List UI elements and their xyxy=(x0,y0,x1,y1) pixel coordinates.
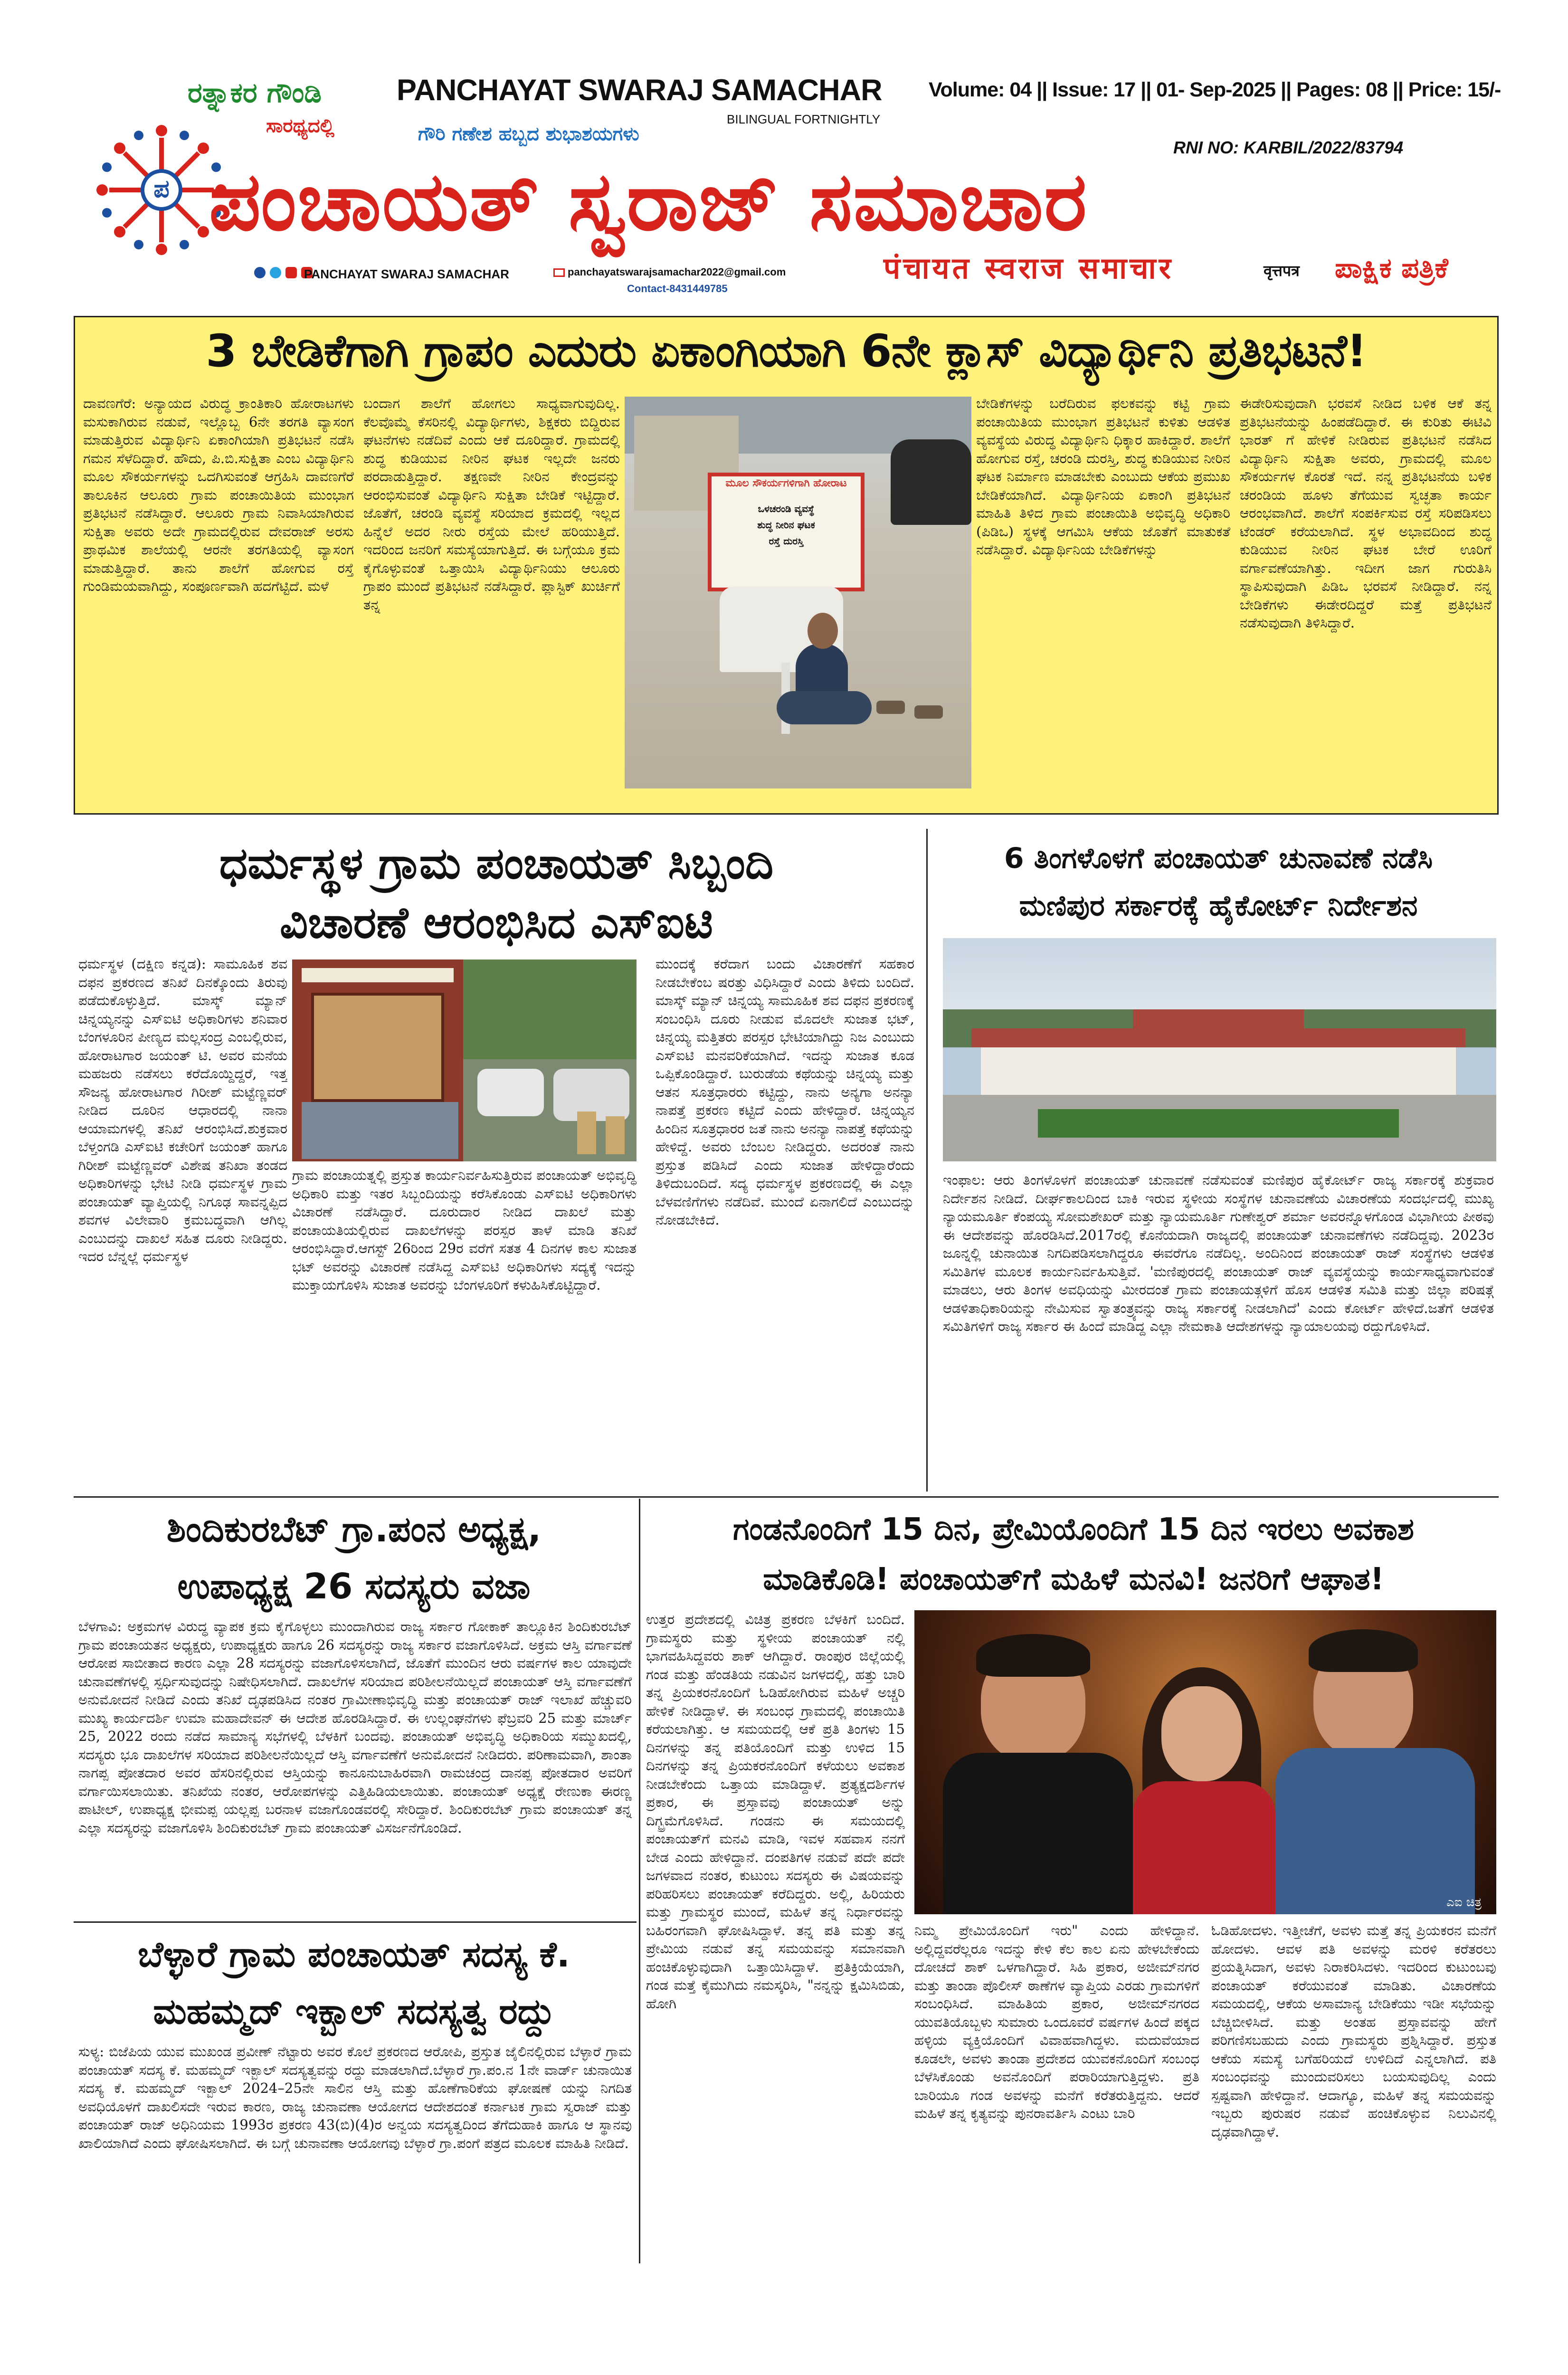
logo-letter: ಪ xyxy=(153,175,170,203)
story6-headline-line1: ಗಂಡನೊಂದಿಗೆ 15 ದಿನ, ಪ್ರೇಮಿಯೊಂದಿಗೆ 15 ದಿನ ಇರಲು ಅವಕಾಶ xyxy=(733,1512,1414,1547)
story2-column-3: ಮುಂದಕ್ಕೆ ಕರೆದಾಗ ಬಂದು ವಿಚಾರಣೆಗೆ ಸಹಕಾರ ನೀಡಬೇಕೆಂಬ ಷರತ್ತು ವಿಧಿಸಿದ್ದಾರೆ ಎಂದು ತಿಳಿದು ಬಂದಿದೆ. ಮಾಸ್ಕ್ ಮ್ಯಾನ್ ಚಿನ್ನಯ್ಯ ಸಾಮೂಹಿಕ ಶವ ದಫನ ಪ್ರಕರಣಕ್ಕೆ ಸಂಬಂಧಿಸಿ ದೂರು ನೀಡುವ ಮೊದಲೇ ಸುಜಾತ ಭಟ್, ಚಿನ್ನಯ್ಯ ಮತ್ತಿತರು ಪರಸ್ಪರ ಭೇಟಿಯಾಗಿದ್ದು ನಿಜ ಎಂಬುದು ಎಸ್ಐಟಿ ಮನವರಿಕೆಯಾಗಿದೆ. ಇದನ್ನು ಸುಜಾತ ಕೂಡ ಒಪ್ಪಿಕೊಂಡಿದ್ದಾರೆ. ಬುರುಡೆಯ ಕಥೆಯನ್ನು ಚಿನ್ನಯ್ಯ ಮತ್ತು ಆತನ ಸೂತ್ರಧಾರರು ಕಟ್ಟಿದ್ದು, ನಾನು ಅನ್ಯಗಾ ಅನನ್ಯಾ ನಾಪತ್ತೆ ಪ್ರಕರಣ ಕಟ್ಟಿದೆ ಎಂದು ಹೇಳಿದ್ದಾರೆ. ಚಿನ್ನಯ್ಯನ ಹಿಂದಿನ ಸೂತ್ರಧಾರರ ಜತೆ ನಾನು ಅನನ್ಯಾ ನಾಪತ್ತೆ ಕಥೆಯನ್ನು ಹೇಳಿದ್ದೆ. ಅವರು ಬೆಂಬಲ ನೀಡಿದ್ದರು. ಅದರಂತೆ ನಾನು ಪ್ರಸ್ತುತ ಪಡಿಸಿದೆ ಎಂದು ಸುಜಾತ ಹೇಳಿದ್ದಾರೆಂದು ತಿಳಿದುಬಂದಿದೆ. ಸದ್ಯ ಧರ್ಮಸ್ಥಳ ಪ್ರಕರಣದಲ್ಲಿ ಈ ಎಲ್ಲಾ ಬೆಳವಣಿಗೆಗಳು ನಡೆದಿವೆ. ಮುಂದೆ ಏನಾಗಲಿದೆ ಎಂಬುದನ್ನು ನೋಡಬೇಕಿದೆ. xyxy=(656,956,914,1228)
facebook-icon[interactable] xyxy=(254,267,266,278)
sign-line-2: ಶುದ್ಧ ನೀರಿನ ಘಟಕ xyxy=(757,519,815,531)
story5-headline-line1: ಬೆಳ್ಳಾರೆ ಗ್ರಾಮ ಪಂಚಾಯತ್ ಸದಸ್ಯ ಕೆ. xyxy=(138,1934,570,1975)
email-address[interactable]: panchayatswarajsamachar2022@gmail.com xyxy=(568,266,786,278)
story3-body: ಇಂಫಾಲ: ಆರು ತಿಂಗಳೊಳಗೆ ಪಂಚಾಯತ್ ಚುನಾವಣೆ ನಡೆಸುವಂತೆ ಮಣಿಪುರ ಹೈಕೋರ್ಟ್ ರಾಜ್ಯ ಸರ್ಕಾರಕ್ಕೆ ಶುಕ್ರವಾರ ನಿರ್ದೇಶನ ನೀಡಿದೆ. ದೀರ್ಘಕಾಲದಿಂದ ಬಾಕಿ ಇರುವ ಸ್ಥಳೀಯ ಸಂಸ್ಥೆಗಳ ಚುನಾವಣೆಯ ವಿಚಾರಣೆಯ ಸಂದರ್ಭದಲ್ಲಿ ಮುಖ್ಯ ನ್ಯಾಯಮೂರ್ತಿ ಕೆಂಪಯ್ಯ ಸೋಮಶೇಖರ್ ಮತ್ತು ನ್ಯಾಯಮೂರ್ತಿ ಗುಣೇಶ್ವರ್ ಶರ್ಮಾ ಅವರನ್ನೊಳಗೊಂಡ ವಿಭಾಗೀಯ ಪೀಠವು ಈ ಆದೇಶವನ್ನು ಹೊರಡಿಸಿದೆ.2017ರಲ್ಲಿ ಕೊನೆಯದಾಗಿ ರಾಜ್ಯದಲ್ಲಿ ಪಂಚಾಯತ್ ಚುನಾವಣೆಗಳು ನಡೆದಿದ್ದವು. 2023ರ ಜೂನ್ನಲ್ಲಿ ಚುನಾಯಿತ ನಿಗದಿಪಡಿಸಲಾಗಿದ್ದರೂ ಈವರೆಗೂ ನಡೆದಿಲ್ಲ. ಅಂದಿನಿಂದ ಪಂಚಾಯತ್ ರಾಜ್ ಸಂಸ್ಥೆಗಳು ಆಡಳಿತ ಸಮಿತಿಗಳ ಮೂಲಕ ಕಾರ್ಯನಿರ್ವಹಿಸುತ್ತಿವೆ. 'ಮಣಿಪುರದಲ್ಲಿ ಪಂಚಾಯತ್ ರಾಜ್ ವ್ಯವಸ್ಥೆಯನ್ನು ಕಾರ್ಯಸಾಧ್ಯವಾಗುವಂತೆ ಮಾಡಲು, ಆರು ತಿಂಗಳ ಅವಧಿಯನ್ನು ಮೀರದಂತೆ ಗ್ರಾಮ ಪಂಚಾಯತ್ಗಳಿಗೆ ಹೊಸ ಆಡಳಿತ ಸಮಿತಿ ಮತ್ತು ಜಿಲ್ಲಾ ಪರಿಷತ್ಗೆ ಆಡಳಿತಾಧಿಕಾರಿಯನ್ನು ನೇಮಿಸುವ ಸ್ವಾತಂತ್ರ್ಯವನ್ನು ರಾಜ್ಯ ಸರ್ಕಾರಕ್ಕೆ ನೀಡಲಾಗಿದೆ' ಎಂದು ಕೋರ್ಟ್ ಹೇಳಿದೆ.ಜತೆಗೆ ಆಡಳಿತ ಸಮಿತಿಗಳಿಗೆ ರಾಜ್ಯ ಸರ್ಕಾರ ಈ ಹಿಂದೆ ಮಾಡಿದ್ದ ಎಲ್ಲಾ ನೇಮಕಾತಿ ಆದೇಶಗಳನ್ನು ನ್ಯಾಯಾಲಯವು ರದ್ದುಗೊಳಿಸಿದೆ. xyxy=(943,1172,1494,1334)
issue-line: Volume: 04 || Issue: 17 || 01- Sep-2025 || Pages: 08 || Price: 15/- xyxy=(929,78,1501,101)
social-handle: PANCHAYAT SWARAJ SAMACHAR xyxy=(304,267,509,281)
festival-greeting: ಗೌರಿ ಗಣೇಶ ಹಬ್ಬದ ಶುಭಾಶಯಗಳು xyxy=(418,123,639,145)
lead-headline: 3 ಬೇಡಿಕೆಗಾಗಿ ಗ್ರಾಪಂ ಎದುರು ಏಕಾಂಗಿಯಾಗಿ 6ನೇ ಕ್ಲಾಸ್ ವಿದ್ಯಾರ್ಥಿನಿ ಪ್ರತಿಭಟನೆ! xyxy=(206,325,1367,377)
english-title: PANCHAYAT SWARAJ SAMACHAR xyxy=(397,74,882,107)
rni-number: RNI NO: KARBIL/2022/83794 xyxy=(1173,138,1404,157)
sign-line-3: ರಸ್ತೆ ದುರಸ್ತಿ xyxy=(769,535,804,547)
story4-divider xyxy=(74,1921,637,1923)
lead-column-1: ದಾವಣಗೆರೆ: ಅನ್ಯಾಯದ ವಿರುದ್ಧ ಕ್ರಾಂತಿಕಾರಿ ಹೋರಾಟಗಳು ಮಸುಕಾಗಿರುವ ನಡುವೆ, ಇಲ್ಲೊಬ್ಬ 6ನೇ ತರಗತಿ ವ್ಯಾಸಂಗ ಮಾಡುತ್ತಿರುವ ವಿದ್ಯಾರ್ಥಿನಿ ಏಕಾಂಗಿಯಾಗಿ ಪ್ರತಿಭಟನೆ ನಡೆಸಿ ಗಮನ ಸೆಳೆದಿದ್ದಾರೆ. ಹೌದು, ಪಿ.ಬಿ.ಸುಕ್ಷಿತಾ ಎಂಬ ವಿದ್ಯಾರ್ಥಿನಿ ಮೂಲ ಸೌಕರ್ಯಗಳನ್ನು ಒದಗಿಸುವಂತೆ ಆಗ್ರಹಿಸಿ ದಾವಣಗೆರೆ ತಾಲೂಕಿನ ಆಲೂರು ಗ್ರಾಮ ಪಂಚಾಯಿತಿಯ ಮುಂಭಾಗ ಪ್ರತಿಭಟನೆ ನಡೆಸಿದ್ದಾರೆ. ಆಲೂರು ಗ್ರಾಮ ನಿವಾಸಿಯಾಗಿರುವ ಸುಕ್ಷಿತಾ ಅವರು ಅದೇ ಗ್ರಾಮದಲ್ಲಿರುವ ದೇವರಾಜ್ ಅರಸು ಪ್ರಾಥಮಿಕ ಶಾಲೆಯಲ್ಲಿ ಆರನೇ ತರಗತಿಯಲ್ಲಿ ವ್ಯಾಸಂಗ ಮಾಡುತ್ತಿದ್ದಾರೆ. ತಾನು ಶಾಲೆಗೆ ಹೋಗುವ ರಸ್ತೆ ಗುಂಡಿಮಯವಾಗಿದ್ದು, ಸಂಪೂರ್ಣವಾಗಿ ಹದಗೆಟ್ಟಿದೆ. ಮಳೆ xyxy=(83,395,354,594)
sign-line-1: ಒಳಚರಂಡಿ ವ್ಯವಸ್ಥೆ xyxy=(758,503,815,514)
hindi-title: पंचायत स्वराज समाचार xyxy=(884,251,1174,285)
instagram-icon[interactable] xyxy=(285,267,297,278)
twitter-icon[interactable] xyxy=(270,267,281,278)
story2-headline-line1: ಧರ್ಮಸ್ಥಳ ಗ್ರಾಮ ಪಂಚಾಯತ್ ಸಿಬ್ಬಂದಿ xyxy=(219,838,774,889)
story6-left-column: ಉತ್ತರ ಪ್ರದೇಶದಲ್ಲಿ ವಿಚಿತ್ರ ಪ್ರಕರಣ ಬೆಳಕಿಗೆ ಬಂದಿದೆ. ಗ್ರಾಮಸ್ಥರು ಮತ್ತು ಸ್ಥಳೀಯ ಪಂಚಾಯತ್ ನಲ್ಲಿ ಭಾಗವಹಿಸಿದ್ದವರು ಶಾಕ್ ಆಗಿದ್ದಾರೆ. ರಾಂಪುರ ಜಿಲ್ಲೆಯಲ್ಲಿ ಗಂಡ ಮತ್ತು ಹೆಂಡತಿಯ ನಡುವಿನ ಜಗಳದಲ್ಲಿ, ಹತ್ತು ಬಾರಿ ತನ್ನ ಪ್ರಿಯಕರನೊಂದಿಗೆ ಓಡಿಹೋಗಿರುವ ಮಹಿಳೆ ಅಚ್ಚರಿ ಹೇಳಿಕೆ ನೀಡಿದ್ದಾಳೆ. ಈ ಸಂಬಂಧ ಗ್ರಾಮದಲ್ಲಿ ಪಂಚಾಯಿತಿ ಕರೆಯಲಾಗಿತ್ತು. ಆ ಸಮಯದಲ್ಲಿ ಆಕೆ ಪ್ರತಿ ತಿಂಗಳು 15 ದಿನಗಳನ್ನು ತನ್ನ ಪತಿಯೊಂದಿಗೆ ಮತ್ತು ಉಳಿದ 15 ದಿನಗಳನ್ನು ತನ್ನ ಪ್ರಿಯಕರನೊಂದಿಗೆ ಕಳೆಯಲು ಅವಕಾಶ ನೀಡಬೇಕೆಂದು ಒತ್ತಾಯ ಮಾಡಿದ್ದಾಳೆ. ಪ್ರತ್ಯಕ್ಷದರ್ಶಿಗಳ ಪ್ರಕಾರ, ಈ ಪ್ರಸ್ತಾವವು ಪಂಚಾಯತ್ ಅನ್ನು ದಿಗ್ಭ್ರಮೆಗೊಳಿಸಿದೆ. ಗಂಡನು ಈ ಸಮಯದಲ್ಲಿ ಪಂಚಾಯತ್‌ಗೆ ಮನವಿ ಮಾಡಿ, ಇವಳ ಸಹವಾಸ ನನಗೆ ಬೇಡ ಎಂದು ಹೇಳಿದ್ದಾನೆ. ದಂಪತಿಗಳ ನಡುವೆ ಪದೇ ಪದೇ ಜಗಳವಾದ ನಂತರ, ಕುಟುಂಬ ಸದಸ್ಯರು ಈ ವಿಷಯವನ್ನು ಪರಿಹರಿಸಲು ಪಂಚಾಯತ್ ಕರೆದಿದ್ದರು. ಅಲ್ಲಿ, ಹಿರಿಯರು ಮತ್ತು ಗ್ರಾಮಸ್ಥರ ಮುಂದೆ, ಮಹಿಳೆ ತನ್ನ ನಿರ್ಧಾರವನ್ನು ಬಹಿರಂಗವಾಗಿ ಘೋಷಿಸಿದ್ದಾಳೆ. ತನ್ನ ಪತಿ ಮತ್ತು ತನ್ನ ಪ್ರೇಮಿಯ ನಡುವೆ ತನ್ನ ಸಮಯವನ್ನು ಸಮಾನವಾಗಿ ಹಂಚಿಕೊಳ್ಳುವುದಾಗಿ ಒತ್ತಾಯಿಸಿದ್ದಾಳೆ. ಪ್ರತಿಕ್ರಿಯೆಯಾಗಿ, ಗಂಡ ಮತ್ತೆ ಕೈಮುಗಿದು ನಮಸ್ಕರಿಸಿ, "ನನ್ನನ್ನು ಕ್ಷಮಿಸಿಬಿಡು, ಹೋಗಿ xyxy=(646,1611,905,2012)
lead-column-2: ಬಂದಾಗ ಶಾಲೆಗೆ ಹೋಗಲು ಸಾಧ್ಯವಾಗುವುದಿಲ್ಲ. ಕೆಲವೊಮ್ಮೆ ಕೆಸರಿನಲ್ಲಿ ವಿದ್ಯಾರ್ಥಿಗಳು, ಶಿಕ್ಷಕರು ಬಿದ್ದಿರುವ ಘಟನೆಗಳು ನಡೆದಿವೆ ಎಂದು ಆಕೆ ದೂರಿದ್ದಾರೆ. ಗ್ರಾಮದಲ್ಲಿ ಶುದ್ಧ ಕುಡಿಯುವ ನೀರಿನ ಘಟಕ ಇಲ್ಲದೇ ಜನರು ಪರದಾಡುತ್ತಿದ್ದಾರೆ. ತಕ್ಷಣವೇ ನೀರಿನ ಕೇಂದ್ರವನ್ನು ಆರಂಭಿಸುವಂತೆ ವಿದ್ಯಾರ್ಥಿನಿ ಸುಕ್ಷಿತಾ ಬೇಡಿಕೆ ಇಟ್ಟಿದ್ದಾರೆ. ಜೊತೆಗೆ, ಚರಂಡಿ ವ್ಯವಸ್ಥೆ ಸರಿಯಾದ ಕ್ರಮದಲ್ಲಿ ಇಲ್ಲದ ಹಿನ್ನೆಲೆ ಅದರ ನೀರು ರಸ್ತೆಯ ಮೇಲೆ ಹರಿಯುತ್ತಿದೆ. ಇದರಿಂದ ಜನರಿಗೆ ಸಮಸ್ಯೆಯಾಗುತ್ತಿದೆ. ಈ ಬಗ್ಗೆಯೂ ಕ್ರಮ ಕೈಗೊಳ್ಳುವಂತೆ ಒತ್ತಾಯಿಸಿ ವಿದ್ಯಾರ್ಥಿನಿಯು ಆಲೂರು ಗ್ರಾಪಂ ಮುಂದೆ ಪ್ರತಿಭಟನೆ ನಡೆಸಿದ್ದಾರೆ. ಪ್ಲಾಸ್ಟಿಕ್ ಖುರ್ಚಿಗೆ ತನ್ನ xyxy=(363,395,620,613)
editor-name: ರತ್ನಾಕರ ಗೌಂಡಿ xyxy=(188,76,322,109)
photo-caption: ಎಐ ಚಿತ್ರ xyxy=(1446,1895,1482,1910)
story2-column-2: ಗ್ರಾಮ ಪಂಚಾಯತ್ನಲ್ಲಿ ಪ್ರಸ್ತುತ ಕಾರ್ಯನಿರ್ವಹಿಸುತ್ತಿರುವ ಪಂಚಾಯತ್ ಅಭಿವೃದ್ಧಿ ಅಧಿಕಾರಿ ಮತ್ತು ಇತರ ಸಿಬ್ಬಂದಿಯನ್ನು ಕರೆಸಿಕೊಂಡು ಎಸ್ಐಟಿ ಅಧಿಕಾರಿಗಳು ವಿಚಾರಣೆ ನಡೆಸಿದ್ದಾರೆ. ದೂರುದಾರ ನೀಡಿದ ದಾಖಲೆ ಮತ್ತು ಪಂಚಾಯತಿಯಲ್ಲಿರುವ ದಾಖಲೆಗಳನ್ನು ಪರಸ್ಪರ ತಾಳೆ ಮಾಡಿ ತನಿಖೆ ಆರಂಭಿಸಿದ್ದಾರೆ.ಆಗಸ್ಟ್ 26ರಿಂದ 29ರ ವರೆಗೆ ಸತತ 4 ದಿನಗಳ ಕಾಲ ಸುಜಾತ ಭಟ್ ಅವರನ್ನು ವಿಚಾರಣೆ ನಡೆಸಿದ್ದ ಎಸ್ಐಟಿ ಅಧಿಕಾರಿಗಳು ಸದ್ಯಕ್ಕೆ ಇದನ್ನು ಮುಕ್ತಾಯಗೊಳಿಸಿ ಸುಜಾತ ಅವರನ್ನು ಬೆಂಗಳೂರಿಗೆ ಕಳುಹಿಸಿಕೊಟ್ಟಿದ್ದಾರೆ. xyxy=(292,1167,637,1293)
story6-right-column: ಓಡಿಹೋದಳು. ಇತ್ತೀಚೆಗೆ, ಅವಳು ಮತ್ತೆ ತನ್ನ ಪ್ರಿಯಕರನ ಮನೆಗೆ ಹೋದಳು. ಆವಳ ಪತಿ ಅವಳನ್ನು ಮರಳಿ ಕರೆತರಲು ಪ್ರಯತ್ನಿಸಿದಾಗ, ಅವಳು ನಿರಾಕರಿಸಿದಳು. ಇದರಿಂದ ಕುಟುಂಬವು ಪಂಚಾಯತ್ ಕರೆಯುವಂತೆ ಮಾಡಿತು. ವಿಚಾರಣೆಯ ಸಮಯದಲ್ಲಿ, ಆಕೆಯ ಅಸಾಮಾನ್ಯ ಬೇಡಿಕೆಯು ಇಡೀ ಸಭೆಯನ್ನು ಬೆಚ್ಚಿಬೀಳಿಸಿದೆ. ಮತ್ತು ಅಂತಹ ಪ್ರಸ್ತಾವವನ್ನು ಹೇಗೆ ಪರಿಗಣಿಸಬಹುದು ಎಂದು ಗ್ರಾಮಸ್ಥರು ಪ್ರಶ್ನಿಸಿದ್ದಾರೆ. ಪ್ರಸ್ತುತ ಆಕೆಯ ಸಮಸ್ಯೆ ಬಗೆಹರಿಯದೆ ಉಳಿದಿದೆ ಎನ್ನಲಾಗಿದೆ. ಪತಿ ಸಂಬಂಧವನ್ನು ಮುಂದುವರಿಸಲು ಬಯಸುವುದಿಲ್ಲ ಎಂದು ಸ್ಪಷ್ಟವಾಗಿ ಹೇಳಿದ್ದಾನೆ. ಆದಾಗ್ಯೂ, ಮಹಿಳೆ ತನ್ನ ಸಮಯವನ್ನು ಇಬ್ಬರು ಪುರುಷರ ನಡುವೆ ಹಂಚಿಕೊಳ್ಳುವ ನಿಲುವಿನಲ್ಲಿ ದೃಢವಾಗಿದ್ದಾಳೆ. xyxy=(1211,1922,1496,2140)
bilingual-label: BILINGUAL FORTNIGHTLY xyxy=(727,112,881,126)
story5-headline-line2: ಮಹಮ್ಮದ್ ಇಕ್ಬಾಲ್ ಸದಸ್ಯತ್ವ ರದ್ದು xyxy=(153,1991,555,2032)
story2-sit-photo xyxy=(292,960,637,1161)
story4-headline-line2: ಉಪಾಧ್ಯಕ್ಷ 26 ಸದಸ್ಯರು ವಜಾ xyxy=(177,1566,531,1607)
lead-protest-photo xyxy=(625,397,971,788)
lead-column-4: ಈಡೇರಿಸುವುದಾಗಿ ಭರವಸೆ ನೀಡಿದ ಬಳಿಕ ಆಕೆ ತನ್ನ ಪ್ರತಿಭಟನೆಯನ್ನು ಹಿಂಪಡೆದಿದ್ದಾರೆ. ಈ ಕುರಿತು ಈಟಿವಿ ಭಾರತ್ ಗೆ ಹೇಳಿಕೆ ನೀಡಿರುವ ಪ್ರತಿಭಟನೆ ನಡೆಸಿದ ವಿದ್ಯಾರ್ಥಿನಿ ಸುಕ್ಷಿತಾ ಅವರು, ಗ್ರಾಮದಲ್ಲಿ ಮೂಲ ಸೌಕರ್ಯಗಳ ಕೊರತೆ ಇದೆ. ನನ್ನ ಪ್ರತಿಭಟನೆಯ ಬಳಿಕ ಚರಂಡಿಯ ಹೂಳು ತೆಗೆಯುವ ಸ್ವಚ್ಛತಾ ಕಾರ್ಯ ಆರಂಭವಾಗಿದೆ. ಶಾಲೆಗೆ ಸಂಪರ್ಕಿಸುವ ರಸ್ತೆ ಸರಿಪಡಿಸಲು ಟೆಂಡರ್ ಕರೆಯಲಾಗಿದೆ. ಸ್ಥಳ ಅಭಾವದಿಂದ ಶುದ್ಧ ಕುಡಿಯುವ ನೀರಿನ ಘಟಕ ಬೇರೆ ಊರಿಗೆ ವರ್ಗಾವಣೆಯಾಗಿತ್ತು. ಇದೀಗ ಜಾಗ ಗುರುತಿಸಿ ಸ್ಥಾಪಿಸುವುದಾಗಿ ಪಿಡಿಒ ಭರವಸೆ ನೀಡಿದ್ದಾರೆ. ನನ್ನ ಬೇಡಿಕೆಗಳು ಈಡೇರದಿದ್ದರೆ ಮತ್ತೆ ಪ್ರತಿಭಟನೆ ನಡೆಸುವುದಾಗಿ ತಿಳಿಸಿದ್ದಾರೆ. xyxy=(1240,395,1492,631)
kannada-title: ಪಂಚಾಯತ್ ಸ್ವರಾಜ್ ಸಮಾಚಾರ xyxy=(209,155,1088,249)
story5-body: ಸುಳ್ಯ: ಬಿಜೆಪಿಯ ಯುವ ಮುಖಂಡ ಪ್ರವೀಣ್ ನೆಟ್ಟಾರು ಅವರ ಕೊಲೆ ಪ್ರಕರಣದ ಆರೋಪಿ, ಪ್ರಸ್ತುತ ಜೈಲಿನಲ್ಲಿರುವ ಬೆಳ್ಳಾರೆ ಗ್ರಾಮ ಪಂಚಾಯತ್ ಸದಸ್ಯ ಕೆ. ಮಹಮ್ಮದ್ ಇಕ್ಬಾಲ್ ಸದಸ್ಯತ್ವವನ್ನು ರದ್ದು ಮಾಡಲಾಗಿದೆ.ಬೆಳ್ಳಾರೆ ಗ್ರಾ.ಪಂ.ನ 1ನೇ ವಾರ್ಡ್ ಚುನಾಯಿತ ಸದಸ್ಯ ಕೆ. ಮಹಮ್ಮದ್ ಇಕ್ಬಾಲ್ 2024–25ನೇ ಸಾಲಿನ ಆಸ್ತಿ ಮತ್ತು ಹೊಣೆಗಾರಿಕೆಯ ಘೋಷಣೆ ಯನ್ನು ನಿಗದಿತ ಅವಧಿಯೊಳಗೆ ದಾಖಲಿಸದೇ ಇರುವ ಕಾರಣ, ರಾಜ್ಯ ಚುನಾವಣಾ ಆಯೋಗದ ಆದೇಶದಂತೆ ಕರ್ನಾಟಕ ಗ್ರಾಮ ಸ್ವರಾಜ್ ಮತ್ತು ಪಂಚಾಯತ್ ರಾಜ್ ಅಧಿನಿಯಮ 1993ರ ಪ್ರಕರಣ 43(ಬಿ)(4)ರ ಅನ್ವಯ ಸದಸ್ಯತ್ವದಿಂದ ತೆಗೆದುಹಾಕಿ ಹಾಗೂ ಆ ಸ್ಥಾನವು ಖಾಲಿಯಾಗಿದೆ ಎಂದು ಘೋಷಿಸಲಾಗಿದೆ. ಈ ಬಗ್ಗೆ ಚುನಾವಣಾ ಆಯೋಗವು ಬೆಳ್ಳಾರೆ ಗ್ರಾ.ಪಂಗೆ ಪತ್ರದ ಮೂಲಕ ಮಾಹಿತಿ ನೀಡಿದೆ. xyxy=(78,2043,632,2151)
story3-headline-line1: 6 ತಿಂಗಳೊಳಗೆ ಪಂಚಾಯತ್ ಚುನಾವಣೆ ನಡೆಸಿ xyxy=(1004,842,1433,875)
hindi-tag: वृत्तपत्र xyxy=(1264,262,1300,280)
story6-middle-column: ನಿಮ್ಮ ಪ್ರೇಮಿಯೊಂದಿಗೆ ಇರು" ಎಂದು ಹೇಳಿದ್ದಾನೆ. ಅಲ್ಲಿದ್ದವರೆಲ್ಲರೂ ಇದನ್ನು ಕೇಳಿ ಕೆಲ ಕಾಲ ಏನು ಹೇಳಬೇಕೆಂದು ದೋಚದೆ ಶಾಕ್ ಒಳಗಾಗಿದ್ದಾರೆ. ಸಿಹಿ ಪ್ರಕಾರ, ಅಜೀಮ್‌ನಗರ ಮತ್ತು ತಾಂಡಾ ಪೊಲೀಸ್ ಠಾಣೆಗಳ ವ್ಯಾಪ್ತಿಯ ಎರಡು ಗ್ರಾಮಗಳಿಗೆ ಸಂಬಂಧಿಸಿದೆ. ಮಾಹಿತಿಯ ಪ್ರಕಾರ, ಅಜೀಮ್‌ನಗರದ ಯುವತಿಯೊಬ್ಬಳು ಸುಮಾರು ಒಂದೂವರೆ ವರ್ಷಗಳ ಹಿಂದೆ ಪಕ್ಕದ ಹಳ್ಳಿಯ ವ್ಯಕ್ತಿಯೊಂದಿಗೆ ವಿವಾಹವಾಗಿದ್ದಳು. ಮದುವೆಯಾದ ಕೂಡಲೇ, ಅವಳು ತಾಂಡಾ ಪ್ರದೇಶದ ಯುವಕನೊಂದಿಗೆ ಸಂಬಂಧ ಬೆಳೆಸಿಕೊಂಡು ಅವನೊಂದಿಗೆ ಪರಾರಿಯಾಗುತ್ತಿದ್ದಳು. ಪ್ರತಿ ಬಾರಿಯೂ ಗಂಡ ಅವಳನ್ನು ಮನೆಗೆ ಕರೆತರುತ್ತಿದ್ದನು. ಆದರೆ ಮಹಿಳೆ ತನ್ನ ಕೃತ್ಯವನ್ನು ಪುನರಾವರ್ತಿಸಿ ಎಂಟು ಬಾರಿ xyxy=(914,1922,1199,2121)
story6-ai-photo xyxy=(914,1610,1496,1914)
editor-subtitle: ಸಾರಥ್ಯದಲ್ಲಿ xyxy=(266,115,334,137)
story2-column-1: ಧರ್ಮಸ್ಥಳ (ದಕ್ಷಿಣ ಕನ್ನಡ): ಸಾಮೂಹಿಕ ಶವ ದಫನ ಪ್ರಕರಣದ ತನಿಖೆ ದಿನಕ್ಕೊಂದು ತಿರುವು ಪಡೆದುಕೊಳ್ಳುತ್ತಿದೆ. ಮಾಸ್ಕ್ ಮ್ಯಾನ್ ಚಿನ್ನಯ್ಯನನ್ನು ಎಸ್ಐಟಿ ಅಧಿಕಾರಿಗಳು ಶನಿವಾರ ಬೆಂಗಳೂರಿನ ಪೀಣ್ಯದ ಮಲ್ಲಸಂದ್ರ ಎಂಬಲ್ಲಿರುವ, ಹೋರಾಟಗಾರ ಜಯಂತ್ ಟಿ. ಅವರ ಮನೆಯ ಮಹಜರು ನಡೆಸಲು ಕರೆದೊಯ್ದಿದ್ದರೆ, ಇತ್ತ ಸೌಜನ್ಯ ಹೋರಾಟಗಾರ ಗಿರೀಶ್ ಮಟ್ಟೆಣ್ಣವರ್ ನೀಡಿದ ದೂರಿನ ಆಧಾರದಲ್ಲಿ ನಾನಾ ಆಯಾಮಗಳಲ್ಲಿ ತನಿಖೆ ಆರಂಭಿಸಿದೆ.ಶುಕ್ರವಾರ ಬೆಳ್ತಂಗಡಿ ಎಸ್ಐಟಿ ಕಚೇರಿಗೆ ಜಯಂತ್ ಹಾಗೂ ಗಿರೀಶ್ ಮಟ್ಟೆಣ್ಣವರ್ ವಿಶೇಷ ತನಿಖಾ ತಂಡದ ಅಧಿಕಾರಿಗಳನ್ನು ಭೇಟಿ ನೀಡಿ ಧರ್ಮಸ್ಥಳ ಗ್ರಾಮ ಪಂಚಾಯತ್ ವ್ಯಾಪ್ತಿಯಲ್ಲಿ ನಿಗೂಢ ಸಾವನ್ನಪ್ಪಿದ ಶವಗಳ ವಿಲೇವಾರಿ ಕ್ರಮಬದ್ಧವಾಗಿ ಆಗಿಲ್ಲ ಎಂಬುದನ್ನು ದಾಖಲೆ ಸಹಿತ ದೂರು ನೀಡಿದ್ದರು. ಇದರ ಬೆನ್ನಲ್ಲೆ ಧರ್ಮಸ್ಥಳ xyxy=(78,956,287,1264)
lead-column-3: ಬೇಡಿಕೆಗಳನ್ನು ಬರೆದಿರುವ ಫಲಕವನ್ನು ಕಟ್ಟಿ ಗ್ರಾಮ ಪಂಚಾಯಿತಿಯ ಮುಂಭಾಗ ಪ್ರತಿಭಟನೆ ಕುಳಿತು ಆಡಳಿತ ವ್ಯವಸ್ಥೆಯ ವಿರುದ್ಧ ವಿದ್ಯಾರ್ಥಿನಿ ಧಿಕ್ಕಾರ ಹಾಕಿದ್ದಾರೆ. ಶಾಲೆಗೆ ಹೋಗುವ ರಸ್ತೆ, ಚರಂಡಿ ದುರಸ್ತಿ, ಶುದ್ಧ ಕುಡಿಯುವ ನೀರಿನ ಘಟಕ ನಿರ್ಮಾಣ ಮಾಡಬೇಕು ಎಂಬುದು ಆಕೆಯ ಪ್ರಮುಖ ಬೇಡಿಕೆಯಾಗಿದೆ. ವಿದ್ಯಾರ್ಥಿನಿಯ ಏಕಾಂಗಿ ಪ್ರತಿಭಟನೆ ಮಾಹಿತಿ ತಿಳಿದ ಗ್ರಾಮ ಪಂಚಾಯಿತಿ ಅಭಿವೃದ್ಧಿ ಅಧಿಕಾರಿ (ಪಿಡಿಒ) ಸ್ಥಳಕ್ಕೆ ಆಗಮಿಸಿ ಆಕೆಯ ಜೊತೆಗೆ ಮಾತುಕತೆ ನಡೆಸಿದ್ದಾರೆ. ವಿದ್ಯಾರ್ಥಿನಿಯ ಬೇಡಿಕೆಗಳನ್ನು xyxy=(976,395,1230,558)
email-icon xyxy=(553,268,565,277)
masthead xyxy=(0,0,1568,318)
story4-body: ಬೆಳಗಾವಿ: ಅಕ್ರಮಗಳ ವಿರುದ್ಧ ವ್ಯಾಪಕ ಕ್ರಮ ಕೈಗೊಳ್ಳಲು ಮುಂದಾಗಿರುವ ರಾಜ್ಯ ಸರ್ಕಾರ ಗೋಕಾಕ್ ತಾಲ್ಲೂಕಿನ ಶಿಂದಿಕುರಬೆಟ್ ಗ್ರಾಮ ಪಂಚಾಯತನ ಅಧ್ಯಕ್ಷರು, ಉಪಾಧ್ಯಕ್ಷರು ಹಾಗೂ 26 ಸದಸ್ಯರನ್ನು ರಾಜ್ಯ ಸರ್ಕಾರ ವಜಾಗೊಳಿಸಿದೆ. ಅಕ್ರಮ ಆಸ್ತಿ ವರ್ಗಾವಣೆ ಆರೋಪ ಸಾಬೀತಾದ ಕಾರಣ ಎಲ್ಲಾ 28 ಸದಸ್ಯರನ್ನು ವಜಾಗೊಳಿಸಲಾಗಿದೆ, ಜೊತೆಗೆ ಮುಂದಿನ ಆರು ವರ್ಷಗಳ ಕಾಲ ಯಾವುದೇ ಚುನಾವಣೆಗಳಲ್ಲಿ ಸ್ಪರ್ಧಿಸುವುದನ್ನು ನಿಷೇಧಿಸಲಾಗಿದೆ. ದಾಖಲೆಗಳ ಸರಿಯಾದ ಪರಿಶೀಲನೆಯಿಲ್ಲದೆ ಪಂಚಾಯತ್ ಆಸ್ತಿ ವರ್ಗಾವಣೆಗೆ ಅನುಮೋದನೆ ನೀಡಿದೆ ಎಂದು ತನಿಖೆ ದೃಢಪಡಿಸಿದ ನಂತರ ಗ್ರಾಮೀಣಾಭಿವೃದ್ಧಿ ಮತ್ತು ಪಂಚಾಯತ್ ರಾಜ್ ಇಲಾಖೆ ಹೆಚ್ಚುವರಿ ಮುಖ್ಯ ಕಾರ್ಯದರ್ಶಿ ಉಮಾ ಮಹಾದೇವನ್ ಈ ಆದೇಶ ಹೊರಡಿಸಿದ್ದಾರೆ. ಈ ಉಲ್ಲಂಘನೆಗಳು ಫೆಬ್ರವರಿ 25 ಮತ್ತು ಮಾರ್ಚ್ 25, 2022 ರಂದು ನಡೆದ ಸಾಮಾನ್ಯ ಸಭೆಗಳಲ್ಲಿ ಬೆಳಕಿಗೆ ಬಂದವು. ಪಂಚಾಯತ್ ಅಭಿವೃದ್ಧಿ ಅಧಿಕಾರಿಯ ಸಮ್ಮುಖದಲ್ಲಿ, ಸದಸ್ಯರು ಭೂ ದಾಖಲೆಗಳ ಸರಿಯಾದ ಪರಿಶೀಲನೆಯಿಲ್ಲದೆ ಆಸ್ತಿ ವರ್ಗಾವಣೆಗೆ ಅನುಮೋದನೆ ನೀಡಿದರು. ಪರಿಣಾಮವಾಗಿ, ಶಾಂತಾ ನಾಗಪ್ಪ ಪೋತದಾರ ಅವರ ಹೆಸರಿನಲ್ಲಿರುವ ಆಸ್ತಿಯನ್ನು ಕಾನೂನುಬಾಹಿರವಾಗಿ ರಾಮಚಂದ್ರ ದಾನಪ್ಪ ಪೋತದಾರ ಅವರಿಗೆ ವರ್ಗಾಯಿಸಲಾಯಿತು. ತನಿಖೆಯ ನಂತರ, ಆರೋಪಗಳನ್ನು ಎತ್ತಿಹಿಡಿಯಲಾಯಿತು. ಪಂಚಾಯತ್ ಅಧ್ಯಕ್ಷೆ ರೇಣುಕಾ ಈರಣ್ಣ ಪಾಟೀಲ್, ಉಪಾಧ್ಯಕ್ಷ ಭೀಮಪ್ಪ ಯಲ್ಲಪ್ಪ ಬರನಾಳ ವಜಾಗೊಂಡವರಲ್ಲಿ ಸೇರಿದ್ದಾರೆ. ಶಿಂದಿಕುರಬೆಟ್ ಗ್ರಾಮ ಪಂಚಾಯತ್ ತನ್ನ ಎಲ್ಲಾ ಸದಸ್ಯರನ್ನು ವಜಾಗೊಳಿಸಿ ಶಿಂದಿಕುರಬೆಟ್ ಗ್ರಾಮ ಪಂಚಾಯತ್ ವಿಸರ್ಜನೆಗೊಂಡಿದೆ. xyxy=(78,1618,632,1836)
contact-number[interactable]: Contact-8431449785 xyxy=(627,283,728,294)
story3-headline-line2: ಮಣಿಪುರ ಸರ್ಕಾರಕ್ಕೆ ಹೈಕೋರ್ಟ್ ನಿರ್ದೇಶನ xyxy=(1019,889,1418,922)
story2-headline-line2: ವಿಚಾರಣೆ ಆರಂಭಿಸಿದ ಎಸ್ಐಟಿ xyxy=(280,897,713,948)
sign-title: ಮೂಲ ಸೌಕರ್ಯಗಳಿಗಾಗಿ ಹೋರಾಟ xyxy=(725,477,847,489)
column-divider xyxy=(926,829,928,1492)
story4-headline-line1: ಶಿಂದಿಕುರಬೆಟ್ ಗ್ರಾ.ಪಂನ ಅಧ್ಯಕ್ಷ, xyxy=(166,1509,542,1550)
protest-signboard xyxy=(708,473,865,591)
lower-column-divider xyxy=(639,1499,640,2263)
section-divider xyxy=(74,1496,1499,1498)
story6-headline-line2: ಮಾಡಿಕೊಡಿ! ಪಂಚಾಯತ್‌ಗೆ ಮಹಿಳೆ ಮನವಿ! ಜನರಿಗೆ ಆಘಾತ! xyxy=(763,1562,1384,1597)
kannada-tag: ಪಾಕ್ಷಿಕ ಪತ್ರಿಕೆ xyxy=(1335,252,1448,284)
story3-highcourt-photo xyxy=(943,938,1496,1161)
